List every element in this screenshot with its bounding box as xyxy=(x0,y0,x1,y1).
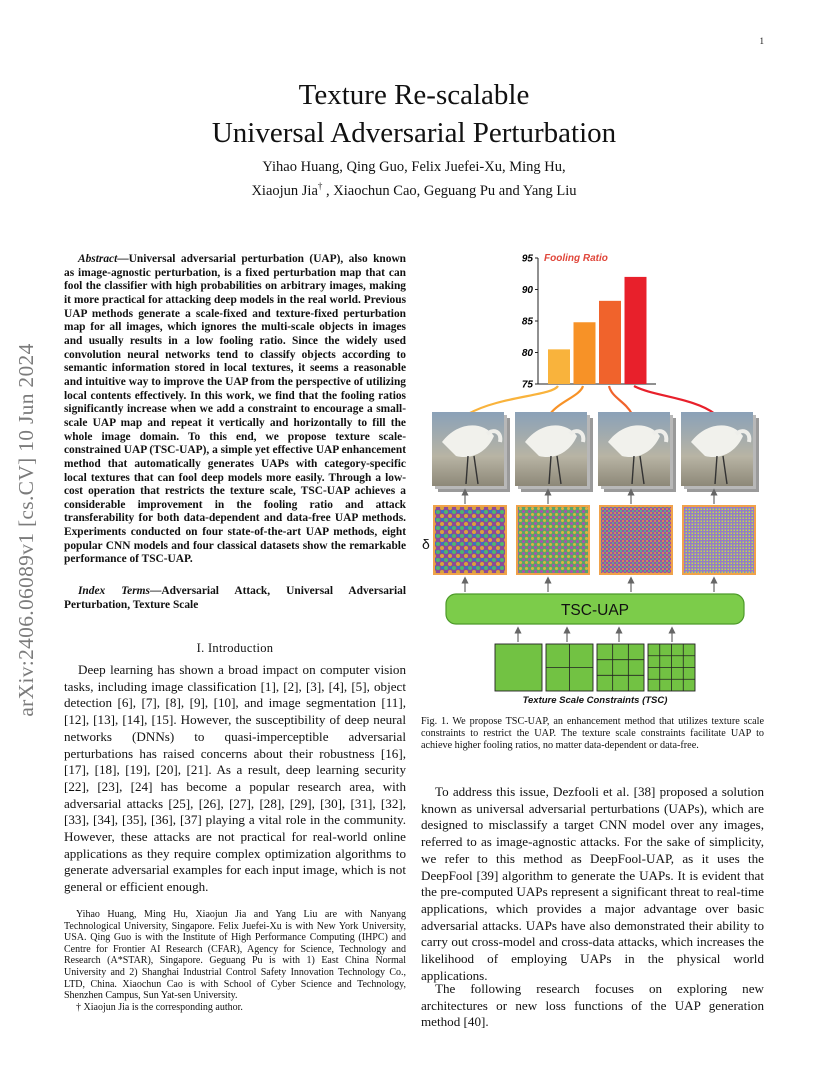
up-arrows-3 xyxy=(518,630,672,642)
corresponding-footnote: † Xiaojun Jia is the corresponding author. xyxy=(76,1001,243,1013)
delta-label: δ xyxy=(422,536,430,552)
bar-2 xyxy=(574,322,596,384)
y-tick-label-4: 95 xyxy=(521,253,533,265)
bar-3 xyxy=(599,301,621,384)
affiliation-footnote: Yihao Huang, Ming Hu, Xiaojun Jia and Yang Liu are with Nanyang Technological University, Singapore. Felix Juefei-Xu is with New York University, USA. Qing Guo is with the Institute of High Performance Computing (IHPC) and Centre for Frontier AI Research (CFAR), Agency for Science, Technology and Research (A*STAR), Singapore. Geguang Pu is with 1) East China Normal University and 2) Shanghai Industrial Control Safety Innovation Technology Co., LTD, China. Xiaochun Cao is with School of Cyber Science and Technology, Shenzhen Campus, Sun Yat-sen University. xyxy=(64,909,406,1002)
connector-1 xyxy=(468,386,558,414)
footnote-block xyxy=(64,909,406,1013)
right-paragraph-2: The following research focuses on exploring new architectures or new loss functions of the UAP generation method [40]. xyxy=(421,981,764,1030)
bar-4 xyxy=(625,277,647,384)
abstract-label: Abstract xyxy=(78,253,118,265)
intro-paragraph: Deep learning has shown a broad impact on computer vision tasks, including image classification [1], [2], [3], [4], [5], object detection [6], [7], [8], [9], [10], and image segmentation [11], [12], [13], [14], [15]. However, the susceptibility of deep neural networks (DNNs) to quasi-imperceptible adversarial perturbations has raised concerns about their robustness [16], [17], [18], [19], [20], [21]. As a result, deep learning security [22], [23], [24] has become a popular research area, with adversarial attacks [25], [26], [27], [28], [29], [30], [31], [32], [33], [34], [35], [36], [37] playing a vital role in the community. However, these attacks are not practical for real-world online applications as they require complex optimization algorithms to generate adversarial examples for each input image, which is not general or efficient enough. xyxy=(64,662,406,895)
figure-caption: Fig. 1. We propose TSC-UAP, an enhancement method that utilizes texture scale constraints to restrict the UAP. The texture scale constraints facilitate UAP to achieve higher fooling ratios, no matter data-dependent or data-free. xyxy=(421,716,764,752)
tsc-grid-2 xyxy=(546,644,593,691)
connector-2 xyxy=(550,386,583,414)
perturbation-map-4 xyxy=(683,506,755,574)
adv-image-4 xyxy=(681,412,759,492)
y-tick-label-2: 85 xyxy=(521,316,533,328)
page-number: 1 xyxy=(759,36,764,46)
authors-rest: , Xiaochun Cao, Geguang Pu and Yang Liu xyxy=(322,182,577,199)
index-terms xyxy=(64,585,406,612)
connector-3 xyxy=(609,386,632,414)
title-line-2: Universal Adversarial Perturbation xyxy=(211,117,617,149)
adv-image-3 xyxy=(598,412,676,492)
perturbation-map-1 xyxy=(434,506,506,574)
figure-1 xyxy=(420,246,765,712)
author-list xyxy=(0,158,828,201)
tsc-label: Texture Scale Constraints (TSC) xyxy=(522,695,668,706)
up-arrows-1 xyxy=(465,492,714,504)
author-jia: Xiaojun Jia xyxy=(251,182,318,199)
tsc-grid-1 xyxy=(495,644,542,691)
connector-4 xyxy=(634,386,715,414)
authors-line-2 xyxy=(0,177,828,201)
chart-title: Fooling Ratio xyxy=(544,253,608,264)
y-tick-label-1: 80 xyxy=(521,348,533,359)
perturbation-maps xyxy=(434,506,755,574)
up-arrows-2 xyxy=(465,580,714,592)
authors-line-1: Yihao Huang, Qing Guo, Felix Juefei-Xu, Ming Hu, xyxy=(262,159,566,175)
abstract-text: —Universal adversarial perturbation (UAP), also known as image-agnostic perturbation, is a fixed perturbation map that can fool the classifier with high probabilities on arbitrary images, making it more practical for attacking deep models in the real world. Previous UAP methods generate a scale-fixed and texture-fixed perturbation map for all images, which ignores the multi-scale objects in images and usually results in a low fooling ratio. Since the widely used convolution neural networks tend to classify objects according to semantic information stored in local textures, it seems a reasonable and intuitive way to improve the UAP from the perspective of utilizing local contents effectively. In this work, we find that the fooling ratios significantly increase when we add a constraint to encourage a small-scale UAP map and repeat it vertically and horizontally to fill the whole image domain. To this end, we propose texture scale-constrained UAP (TSC-UAP), a simple yet effective UAP enhancement method that automatically generates UAPs with category-specific local textures that can fool deep models more easily. Through a low-cost operation that restricts the texture scale, TSC-UAP achieves a considerable improvement in the fooling ratio and attack transferability for both data-dependent and data-free UAP methods. Experiments conducted on four state-of-the-art UAP methods, eight popular CNN models and four classical datasets show the remarkable performance of TSC-UAP. xyxy=(64,253,406,566)
adversarial-images xyxy=(432,412,759,492)
right-paragraph-1: To address this issue, Dezfooli et al. [38] proposed a solution known as universal adversarial perturbations (UAPs), which are designed to misclassify a target CNN model over any images, referred to as image-agnostic attacks. For the sake of simplicity, we refer to this method as DeepFool-UAP, as it uses the DeepFool [39] algorithm to generate the UAPs. It is evident that the pre-computed UAPs represent a significant threat to real-time applications, which provides a major advantage over basic adversarial attacks. UAPs have also demonstrated their ability to carry out cross-model and cross-data attacks, which increases the likelihood of employing UAPs in the physical world applications. xyxy=(421,784,764,983)
perturbation-map-3 xyxy=(600,506,672,574)
index-terms-label: Index Terms xyxy=(78,585,150,597)
abstract xyxy=(64,253,406,567)
adv-image-1 xyxy=(432,412,510,492)
chart-connectors xyxy=(468,386,715,414)
adv-image-2 xyxy=(515,412,593,492)
fooling-ratio-chart xyxy=(522,253,656,391)
tsc-grid-3 xyxy=(597,644,644,691)
y-tick-label-3: 90 xyxy=(521,285,533,296)
dagger-mark: † xyxy=(317,181,323,191)
section-heading: I. Introduction xyxy=(196,641,274,655)
bar-1 xyxy=(548,349,570,384)
tsc-uap-module-label: TSC-UAP xyxy=(560,602,630,619)
index-terms-text: —Adversarial Attack, Universal Adversarial Perturbation, Texture Scale xyxy=(64,585,406,611)
title-line-1: Texture Re-scalable xyxy=(298,79,530,111)
texture-scale-grids xyxy=(495,644,695,691)
tsc-grid-4 xyxy=(648,644,695,691)
y-tick-label-0: 75 xyxy=(521,379,533,391)
paper-title xyxy=(0,76,828,152)
arxiv-stamp: arXiv:2406.06089v1 [cs.CV] 10 Jun 2024 xyxy=(14,343,38,717)
perturbation-map-2 xyxy=(517,506,589,574)
